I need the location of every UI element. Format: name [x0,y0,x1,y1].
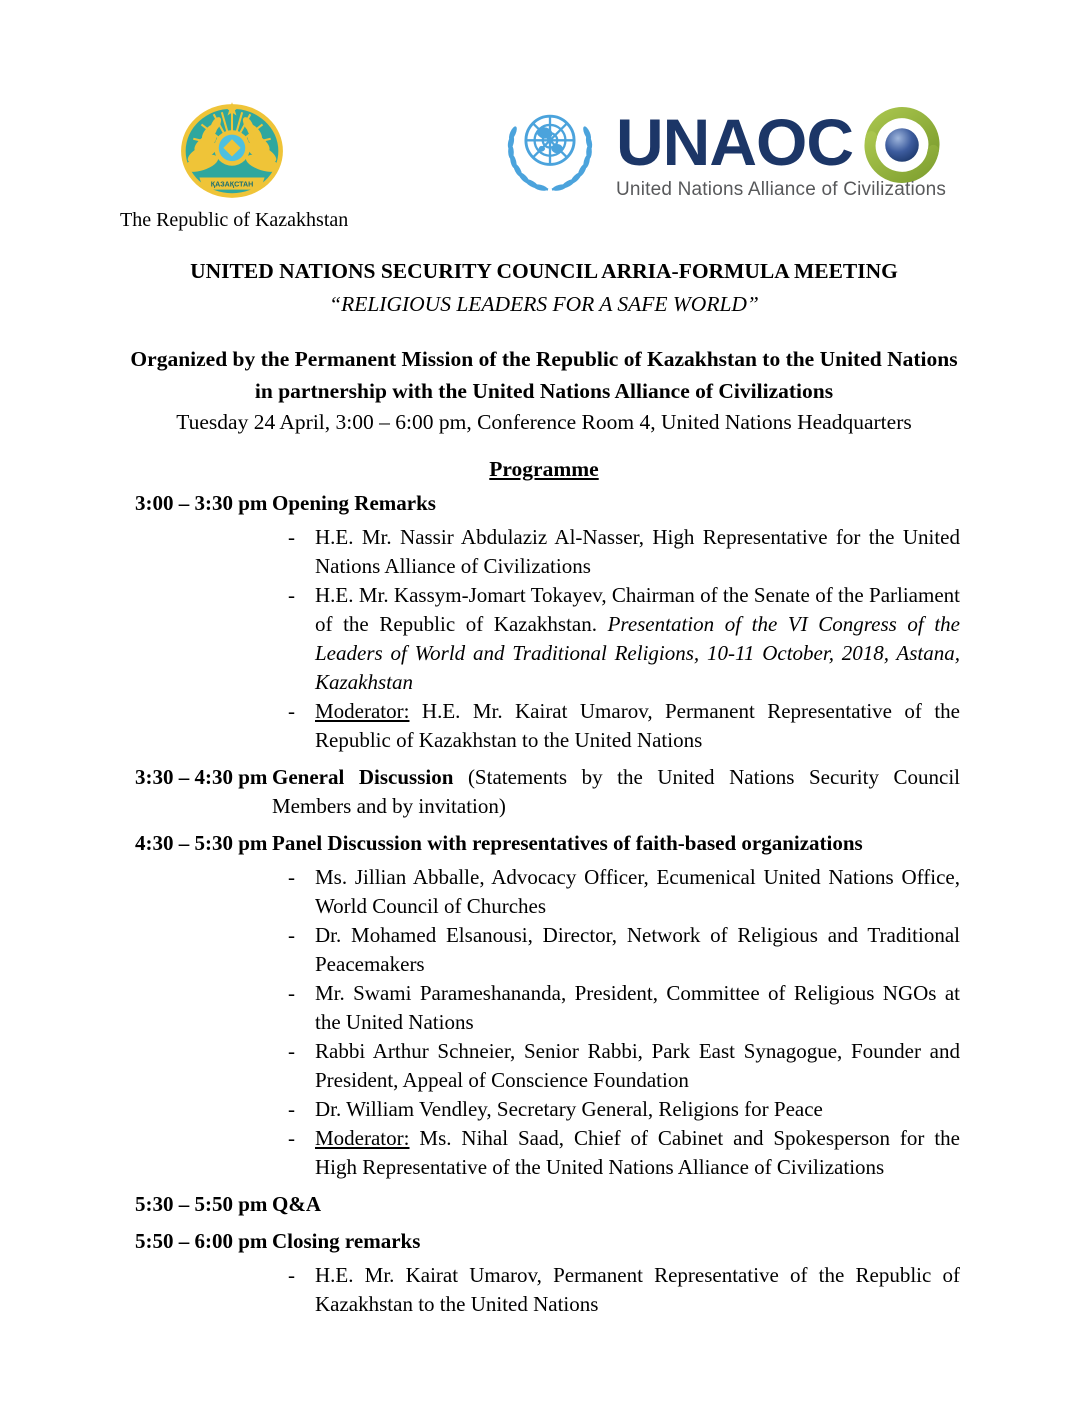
session-title: Closing remarks [272,1229,421,1253]
programme-item [272,697,960,755]
session-time: 5:30 – 5:50 pm [135,1192,268,1216]
title-block [0,258,1088,318]
programme-item [272,921,960,979]
kazakhstan-logo-block [120,98,349,232]
item-text: Rabbi Arthur Schneier, Senior Rabbi, Park East Synagogue, Founder and President, Appeal of Conscience Foundation [315,1039,960,1092]
item-moderator-label: Moderator: [315,699,410,723]
session-content [272,829,960,1182]
session-opening-remarks [135,489,960,755]
programme-item [272,1037,960,1095]
programme-item [272,523,960,581]
programme-item [272,1124,960,1182]
session-title: Opening Remarks [272,491,436,515]
item-text: Ms. Jillian Abballe, Advocacy Officer, Ecumenical United Nations Office, World Council of Churches [315,865,960,918]
meeting-title: UNITED NATIONS SECURITY COUNCIL ARRIA-FORMULA MEETING [190,259,898,283]
kazakhstan-caption: The Republic of Kazakhstan [120,209,349,231]
item-text: H.E. Mr. Kairat Umarov, Permanent Representative of the Republic of Kazakhstan to the United Nations [315,699,960,752]
programme-heading: Programme [489,457,599,481]
session-title: Panel Discussion with representatives of faith-based organizations [272,831,863,855]
session-content [272,489,960,755]
programme-item [272,979,960,1037]
session-content [272,1227,960,1319]
session-qa [135,1190,960,1219]
session-time: 5:50 – 6:00 pm [135,1229,268,1253]
unaoc-swirl-icon [857,102,947,188]
session-time: 3:30 – 4:30 pm [135,765,268,789]
session-title: General Discussion [272,765,454,789]
item-text: H.E. Mr. Nassir Abdulaziz Al-Nasser, High Representative for the United Nations Alliance of Civilizations [315,525,960,578]
item-text: Dr. Mohamed Elsanousi, Director, Network of Religious and Traditional Peacemakers [315,923,960,976]
session-panel-discussion [135,829,960,1182]
item-italic-text: Presentation of the VI Congress of the Leaders of World and Traditional Religions, 10-11 October, 2018, Astana, Kazakhstan [315,612,961,694]
session-closing-remarks [135,1227,960,1319]
item-moderator-label: Moderator: [315,1126,410,1150]
organizer-line-1: Organized by the Permanent Mission of the Republic of Kazakhstan to the United Nations [130,347,958,371]
programme-item [272,863,960,921]
programme-item [272,581,960,697]
kazakhstan-banner-text: ҚАЗАҚСТАН [210,180,254,189]
item-text: Mr. Swami Parameshananda, President, Committee of Religious NGOs at the United Nations [315,981,960,1034]
programme-item [272,1261,960,1319]
kazakhstan-emblem-icon [170,98,294,208]
unaoc-logo-block [492,96,947,202]
unaoc-acronym: UNAOC [616,105,853,179]
programme-schedule [135,489,960,1327]
session-general-discussion [135,763,960,821]
session-items [272,863,960,1182]
un-emblem-icon [492,96,608,202]
meeting-subtitle: “RELIGIOUS LEADERS FOR A SAFE WORLD” [329,292,759,316]
session-content [272,1190,960,1219]
session-time: 4:30 – 5:30 pm [135,831,268,855]
item-text: Ms. Nihal Saad, Chief of Cabinet and Spokesperson for the High Representative of the United Nations Alliance of Civilizations [315,1126,960,1179]
session-items [272,1261,960,1319]
item-text: H.E. Mr. Kassym-Jomart Tokayev, Chairman of the Senate of the Parliament of the Republic of Kazakhstan. [315,583,960,636]
session-title: Q&A [272,1192,321,1216]
organizer-block [0,344,1088,439]
unaoc-tagline: United Nations Alliance of Civilizations [616,179,947,200]
organizer-line-2: in partnership with the United Nations Alliance of Civilizations [254,378,834,403]
session-time: 3:00 – 3:30 pm [135,491,268,515]
session-title-suffix: (Statements by the United Nations Security Council Members and by invitation) [272,765,960,818]
logistics-line: Tuesday 24 April, 3:00 – 6:00 pm, Conference Room 4, United Nations Headquarters [176,410,912,434]
item-text: Dr. William Vendley, Secretary General, Religions for Peace [315,1097,823,1121]
programme-item [272,1095,960,1124]
session-content [272,763,960,821]
item-text: H.E. Mr. Kairat Umarov, Permanent Representative of the Republic of Kazakhstan to the United Nations [315,1263,960,1316]
session-items [272,523,960,755]
unaoc-text-block [616,96,947,201]
